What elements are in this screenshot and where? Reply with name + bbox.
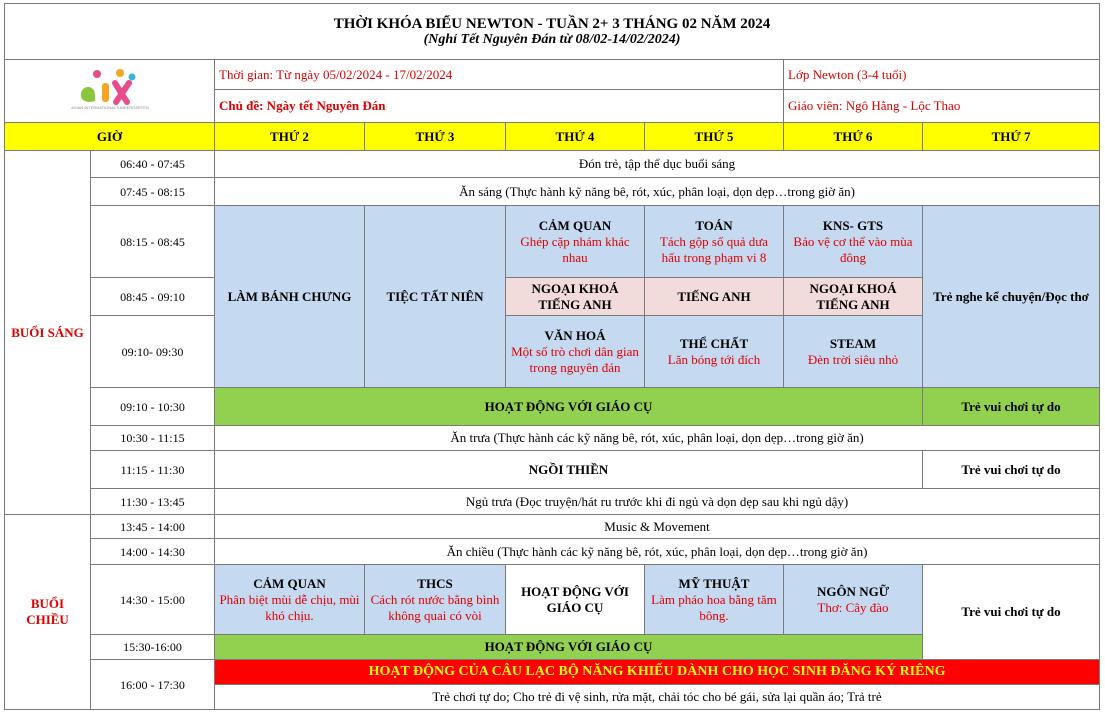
activity-title: CẢM QUAN <box>253 575 326 591</box>
activity-title: MỸ THUẬT <box>678 575 750 591</box>
activity-detail: Làm pháo hoa bằng tăm bông. <box>651 591 777 623</box>
activity-detail: Đèn trời siêu nhỏ <box>807 351 899 367</box>
logo-tagline: ASIAN INTERNATIONAL KINDERGARTEN <box>70 105 149 110</box>
activity-detail: Cách rót nước bằng bình không quai có vòi <box>370 591 500 623</box>
fri-activity-1 <box>784 206 923 278</box>
activity-title: CẢM QUAN <box>538 217 612 233</box>
thu-activity-2: TIẾNG ANH <box>645 278 784 316</box>
class-name: Lớp Newton (3-4 tuổi) <box>784 60 1100 90</box>
time-slot: 08:45 - 09:10 <box>91 278 215 316</box>
activity-detail: Ghép cặp nhám khác nhau <box>520 233 630 265</box>
time-slot: 09:10 - 10:30 <box>91 388 215 426</box>
activity-title: TOÁN <box>695 217 733 233</box>
materials-activity: HOẠT ĐỘNG VỚI GIÁO CỤ <box>215 388 923 426</box>
pm-wed-activity: HOẠT ĐỘNG VỚI GIÁO CỤ <box>506 565 645 635</box>
time-slot: 08:15 - 08:45 <box>91 206 215 278</box>
timetable-sheet <box>4 3 1103 721</box>
club-activity: HOẠT ĐỘNG CỦA CÂU LẠC BỘ NĂNG KHIẾU DÀNH CHO HỌC SINH ĐĂNG KÝ RIÊNG <box>215 660 1100 685</box>
fri-activity-2: NGOẠI KHOÁ TIẾNG ANH <box>784 278 923 316</box>
mon-main-activity: LÀM BÁNH CHƯNG <box>215 206 365 388</box>
sat-free-play-2: Trẻ vui chơi tự do <box>923 451 1100 489</box>
time-range: Thời gian: Từ ngày 05/02/2024 - 17/02/2024 <box>215 60 784 90</box>
pm-sat-activity: Trẻ vui chơi tự do <box>923 565 1100 660</box>
session-afternoon: BUỔI CHIỀU <box>5 515 91 710</box>
snack-row: Ăn chiều (Thực hành các kỹ năng bê, rót, xúc, phân loại, dọn dẹp…trong giờ ăn) <box>215 539 1100 565</box>
time-slot: 07:45 - 08:15 <box>91 178 215 206</box>
col-header-fri: THỨ 6 <box>784 123 923 151</box>
theme: Chủ đề: Ngày tết Nguyên Đán <box>215 90 784 123</box>
pm-fri-activity <box>784 565 923 635</box>
time-slot: 11:30 - 13:45 <box>91 489 215 515</box>
activity-title: NGÔN NGỮ <box>816 583 890 599</box>
time-slot: 14:00 - 14:30 <box>91 539 215 565</box>
col-header-thu: THỨ 5 <box>645 123 784 151</box>
tue-main-activity: TIỆC TẤT NIÊN <box>365 206 506 388</box>
pm-mon-activity <box>215 565 365 635</box>
page-subtitle: (Nghỉ Tết Nguyên Đán từ 08/02-14/02/2024) <box>423 31 681 47</box>
time-slot: 06:40 - 07:45 <box>91 151 215 178</box>
logo-cell <box>5 60 215 123</box>
breakfast-row: Ăn sáng (Thực hành kỹ năng bê, rót, xúc, phân loại, dọn dẹp…trong giờ ăn) <box>215 178 1100 206</box>
wed-activity-1 <box>506 206 645 278</box>
col-header-wed: THỨ 4 <box>506 123 645 151</box>
pm-tue-activity <box>365 565 506 635</box>
activity-title: THCS <box>417 575 453 591</box>
activity-detail: Một số trò chơi dân gian trong nguyên đán <box>511 343 639 375</box>
session-morning: BUỔI SÁNG <box>5 151 91 515</box>
activity-title: STEAM <box>829 335 877 351</box>
pm-thu-activity <box>645 565 784 635</box>
time-slot: 16:00 - 17:30 <box>91 660 215 710</box>
sat-morning-activity: Trẻ nghe kể chuyện/Đọc thơ <box>923 206 1100 388</box>
time-slot: 11:15 - 11:30 <box>91 451 215 489</box>
col-header-mon: THỨ 2 <box>215 123 365 151</box>
activity-detail: Lăn bóng tới đích <box>667 351 761 367</box>
thu-activity-1 <box>645 206 784 278</box>
activity-title: KNS- GTS <box>822 217 884 233</box>
welcome-row: Đón trẻ, tập thể dục buổi sáng <box>215 151 1100 178</box>
fri-activity-3 <box>784 316 923 388</box>
school-logo <box>65 67 155 115</box>
activity-title: THỂ CHẤT <box>679 335 749 351</box>
col-header-sat: THỨ 7 <box>923 123 1100 151</box>
activity-detail: Phân biệt mùi dễ chịu, mùi khó chịu. <box>219 591 360 623</box>
sat-free-play: Trẻ vui chơi tự do <box>923 388 1100 426</box>
lunch-row: Ăn trưa (Thực hành các kỹ năng bê, rót, xúc, phân loại, dọn dẹp…trong giờ ăn) <box>215 426 1100 451</box>
col-header-time: GIỜ <box>5 123 215 151</box>
time-slot: 14:30 - 15:00 <box>91 565 215 635</box>
col-header-tue: THỨ 3 <box>365 123 506 151</box>
music-row: Music & Movement <box>215 515 1100 539</box>
page-title: THỜI KHÓA BIỂU NEWTON - TUẦN 2+ 3 THÁNG 02 NĂM 2024 <box>333 15 771 32</box>
activity-title: VĂN HOÁ <box>544 327 606 343</box>
wed-activity-3 <box>506 316 645 388</box>
title-cell <box>5 4 1100 60</box>
wed-activity-2: NGOẠI KHOÁ TIẾNG ANH <box>506 278 645 316</box>
pm-materials-activity: HOẠT ĐỘNG VỚI GIÁO CỤ <box>215 635 923 660</box>
nap-row: Ngủ trưa (Đọc truyện/hát ru trước khi đi ngủ và dọn dẹp sau khi ngủ dậy) <box>215 489 1100 515</box>
thu-activity-3 <box>645 316 784 388</box>
teachers: Giáo viên: Ngô Hằng - Lộc Thao <box>784 90 1100 123</box>
meditation-row: NGỒI THIỀN <box>215 451 923 489</box>
time-slot: 13:45 - 14:00 <box>91 515 215 539</box>
activity-detail: Thơ: Cây đào <box>817 599 889 615</box>
time-slot: 15:30-16:00 <box>91 635 215 660</box>
activity-detail: Bảo vệ cơ thể vào mùa đông <box>793 233 913 265</box>
pickup-row: Trẻ chơi tự do; Cho trẻ đi vệ sinh, rửa mặt, chải tóc cho bé gái, sửa lại quần áo; Trả trẻ <box>215 685 1100 710</box>
activity-detail: Tách gộp số quả dưa hấu trong phạm vi 8 <box>659 233 769 265</box>
timetable <box>4 3 1100 710</box>
time-slot: 09:10- 09:30 <box>91 316 215 388</box>
time-slot: 10:30 - 11:15 <box>91 426 215 451</box>
